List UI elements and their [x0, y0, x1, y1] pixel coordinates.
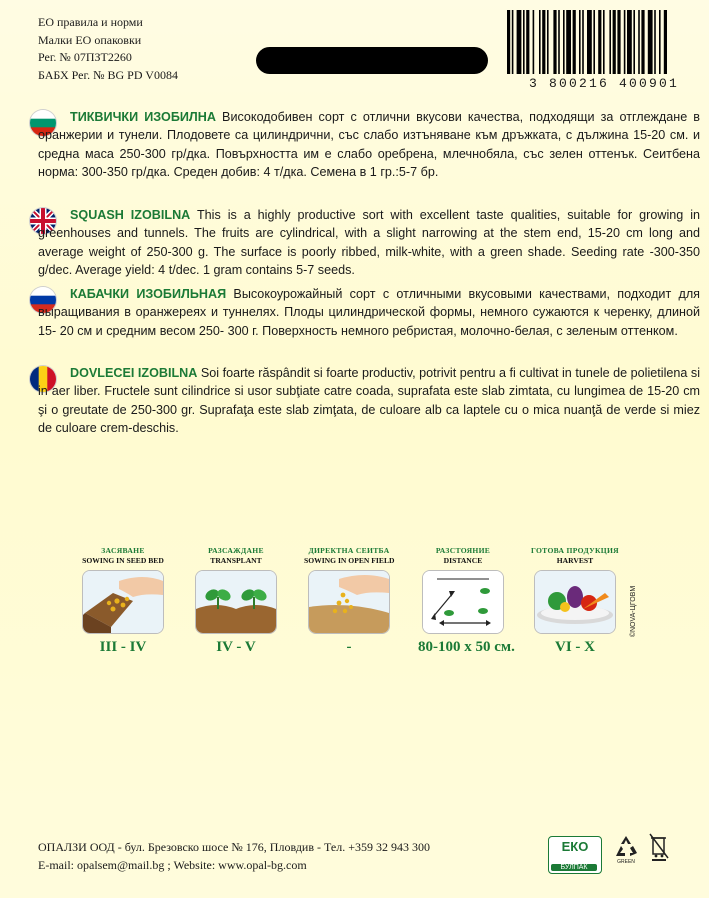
barcode-number: 3 800216 400901 — [528, 76, 680, 91]
step-label-en: DISTANCE — [443, 556, 483, 565]
section-title: КАБАЧКИ ИЗОБИЛЬНАЯ — [70, 287, 227, 301]
step-label-bg: ДИРЕКТНА СЕИТБА — [308, 546, 390, 555]
step-label-en: SOWING IN SEED BED — [82, 556, 164, 565]
distance-icon — [422, 570, 504, 634]
open-field-sowing-icon — [308, 570, 390, 634]
step-sowing-seedbed — [78, 546, 168, 656]
recycle-icon — [613, 834, 639, 868]
section-russian — [38, 285, 700, 340]
section-romanian — [38, 364, 700, 438]
footer-web: E-mail: opalsem@mail.bg ; Website: www.opal-bg.com — [38, 858, 307, 872]
growing-steps — [78, 546, 638, 676]
step-value: - — [346, 639, 352, 655]
step-label-en: SOWING IN OPEN FIELD — [304, 556, 395, 565]
section-title: DOVLECEI IZOBILNA — [70, 366, 198, 380]
hang-hole — [256, 47, 488, 74]
step-value: IV - V — [216, 639, 256, 655]
step-open-field — [304, 546, 394, 656]
step-label-en: HARVEST — [556, 556, 594, 565]
transplant-icon — [195, 570, 277, 634]
step-label-bg: РАЗСАЖДАНЕ — [208, 546, 264, 555]
eko-logo-bottom: БУЛПАК — [551, 864, 597, 871]
harvest-icon — [534, 570, 616, 634]
copyright-note: ©NOVA-ЦГОВМ — [630, 585, 638, 638]
step-harvest — [530, 546, 620, 656]
seedbed-sowing-icon — [82, 570, 164, 634]
section-text: This is a highly productive sort with excellent taste qualities, suitable for growing in greenhouses and tunnels. The fruits are cylindrical, with a slight narrowing at the stem end, 15-20 cm long and average weight of 250-300 g. The surface is poorly ribbed, milk-white, with a green shade. Seeding rate -300-350 g/dec. Average yield: 4 t/dec. 1 gram contains 5-7 seeds. — [38, 208, 701, 278]
eko-bulpak-logo — [548, 836, 602, 874]
section-title: SQUASH IZOBILNA — [70, 208, 191, 222]
section-text: Високодобивен сорт с отлични вкусови качества, подходящи за отглеждане в оранжерии и тунели. Плодовете са цилиндрични, със слабо изтъняване към дръжката, с дължина 15-20 см. и средна маса 250-300 гр/дка. Повърхността им е слабо оребрена, млечнобяла, със зелен оттенък. Сеитбена норма: 300-350 гр/дка. Среден добив: 4 т/дка. Семена в 1 гр.:5-7 бр. — [38, 110, 700, 180]
reg-line: БАБХ Рег. № BG PD V0084 — [38, 67, 178, 82]
step-value: III - IV — [99, 639, 147, 655]
footer-contacts — [38, 838, 430, 874]
reg-line: Малки ЕО опаковки — [38, 32, 142, 47]
step-value: 80-100 x 50 см. — [418, 639, 515, 655]
footer-address: ОПАЛЗИ ООД - бул. Брезовско шосе № 176, Пловдив - Тел. +359 32 943 300 — [38, 840, 430, 854]
section-text: Высокоурожайный сорт с отличными вкусовыми качествами, подходит для выращивания в оранжереях и туннелях. Плоды цилиндрической формы, немного сужаются к черенку, длиной 15- 20 см и средним весом 250- 300 г. Поверхность немного ребристая, молочно-белая, с зеленым оттенком. — [38, 287, 701, 338]
step-transplant — [191, 546, 281, 656]
registration-info — [38, 14, 178, 84]
section-text: Soi foarte răspândit si foarte productiv, potrivit pentru a fi cultivat in tunele de polietilena si in aer liber. Fructele sunt cilindrice si usor subţiate catre coada, suprafata este slab zimtata, cu lungimea de 15-20 cm şi o greutate de 250-300 gr. Suprafaţa este slab zimţata, de culoare alb ca laptele cu o mica nuanţă de verde si miez de culoare crem-deschis. — [38, 366, 700, 436]
step-label-en: TRANSPLANT — [210, 556, 262, 565]
reg-line: Рег. № 07ПЗТ2260 — [38, 50, 132, 64]
recycle-caption: GREEN — [617, 859, 635, 865]
reg-line: ЕО правила и норми — [38, 15, 143, 29]
step-label-bg: РАЗСТОЯНИЕ — [435, 546, 491, 555]
barcode-bars — [493, 2, 709, 76]
eko-logo-top: ЕКО — [561, 839, 589, 854]
step-label-bg: ГОТОВА ПРОДУКЦИЯ — [531, 546, 619, 555]
section-bulgarian — [38, 108, 700, 182]
step-label-bg: ЗАСЯВАНЕ — [101, 546, 145, 555]
section-title: ТИКВИЧКИ ИЗОБИЛНА — [70, 110, 216, 124]
step-distance — [418, 546, 515, 656]
barcode — [493, 2, 709, 98]
section-english — [38, 206, 700, 280]
waste-bin-icon — [648, 832, 670, 862]
step-value: VI - X — [555, 639, 595, 655]
